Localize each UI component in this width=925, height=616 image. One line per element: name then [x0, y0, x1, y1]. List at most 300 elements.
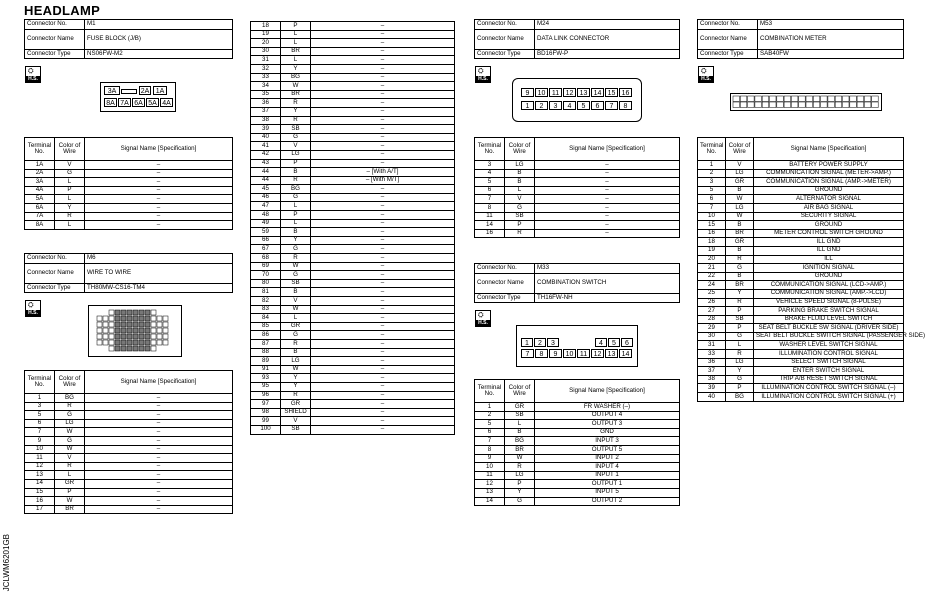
wire-color-cell: B — [281, 348, 311, 357]
pin-label: 2 — [535, 101, 548, 110]
table-row — [251, 279, 455, 288]
wire-color-cell: BG — [281, 73, 311, 82]
wire-color-cell: B — [281, 288, 311, 297]
pin-label: 14 — [591, 88, 604, 97]
wire-color-cell: L — [55, 471, 85, 480]
pin-label: 9 — [521, 88, 534, 97]
signal-name-cell: – — [85, 454, 233, 463]
pin-cell — [835, 102, 842, 108]
pin-cell — [163, 334, 168, 339]
terminal-no-cell: 67 — [251, 245, 281, 254]
pin-cell — [97, 328, 102, 333]
pin-cell — [157, 328, 162, 333]
hs-label: H.S. — [476, 320, 490, 326]
signal-name-cell: COMMUNICATION SIGNAL (AMP.->LCD) — [754, 289, 904, 298]
pin-cell — [791, 96, 798, 102]
table-row — [251, 185, 455, 194]
wire-color-cell: B — [505, 428, 535, 437]
pin-cell — [799, 96, 806, 102]
pin-cell — [103, 340, 108, 345]
table-row — [25, 471, 233, 480]
signal-name-cell: VEHICLE SPEED SIGNAL (8-PULSE) — [754, 298, 904, 307]
table-row — [25, 186, 233, 195]
pin-cell — [151, 340, 156, 345]
table-row — [698, 238, 904, 247]
pin-cell — [115, 328, 120, 333]
table-row — [25, 178, 233, 187]
pin-label: 7A — [118, 98, 131, 107]
table-row — [251, 168, 455, 177]
table-row — [698, 367, 904, 376]
value: COMBINATION METER — [758, 30, 904, 50]
signal-name-cell: – — [311, 357, 455, 366]
wire-color-cell: GR — [726, 238, 754, 247]
signal-name-cell: – — [311, 47, 455, 56]
signal-name-cell: – — [85, 203, 233, 212]
terminal-no-cell: 6 — [25, 419, 55, 428]
pin-cell — [151, 334, 156, 339]
signal-name-cell: – — [311, 262, 455, 271]
terminal-no-cell: 2A — [25, 169, 55, 178]
wire-color-cell: Y — [505, 488, 535, 497]
terminal-no-cell: 31 — [251, 56, 281, 65]
terminal-no-cell: 91 — [251, 365, 281, 374]
wire-color-cell: L — [505, 186, 535, 195]
m6-pin-grid — [89, 306, 181, 356]
table-row — [698, 289, 904, 298]
signal-name-cell: – — [85, 436, 233, 445]
terminal-no-cell: 28 — [698, 315, 726, 324]
terminal-no-cell: 1 — [475, 403, 505, 412]
terminal-no-cell: 81 — [251, 288, 281, 297]
pin-cell — [127, 316, 132, 321]
pin-cell — [139, 322, 144, 327]
m24-connector-info — [474, 19, 680, 59]
wire-color-cell: BR — [726, 229, 754, 238]
table-row — [475, 411, 680, 420]
terminal-no-cell: 27 — [698, 307, 726, 316]
wire-color-cell: W — [281, 365, 311, 374]
table-row — [25, 436, 233, 445]
wire-color-cell: P — [505, 221, 535, 230]
pin-label: 6 — [591, 101, 604, 110]
terminal-no-cell: 8 — [475, 445, 505, 454]
side-code: JCLWM6201GB — [2, 534, 11, 592]
wire-color-cell: B — [726, 221, 754, 230]
signal-name-cell: INPUT 1 — [535, 471, 680, 480]
pin-cell — [770, 102, 777, 108]
signal-name-cell: – — [311, 382, 455, 391]
wire-color-cell: L — [281, 30, 311, 39]
signal-name-cell: – — [311, 339, 455, 348]
terminal-no-cell: 14 — [475, 221, 505, 230]
table-row — [25, 488, 233, 497]
wire-color-cell: LG — [726, 169, 754, 178]
signal-name-cell: – — [535, 186, 680, 195]
wire-color-cell: G — [726, 264, 754, 273]
wire-color-cell: SB — [505, 212, 535, 221]
pin-cell — [755, 96, 762, 102]
table-row — [698, 375, 904, 384]
signal-name-cell: – — [85, 428, 233, 437]
terminal-no-cell: 11 — [475, 212, 505, 221]
signal-name-cell: – — [85, 479, 233, 488]
pin-cell — [145, 328, 150, 333]
table-row — [698, 229, 904, 238]
table-row — [475, 195, 680, 204]
table-row — [251, 339, 455, 348]
terminal-no-cell: 5 — [25, 411, 55, 420]
pin-cell — [109, 346, 114, 351]
terminal-no-cell: 97 — [251, 400, 281, 409]
label: Connector No. — [475, 20, 535, 30]
pin-label: 15 — [605, 88, 618, 97]
terminal-no-cell: 48 — [251, 211, 281, 220]
table-row — [251, 314, 455, 323]
terminal-no-cell: 24 — [698, 281, 726, 290]
wire-color-cell: B — [505, 169, 535, 178]
signal-name-cell: – — [85, 445, 233, 454]
wire-color-cell: LG — [55, 419, 85, 428]
pin-label: 2A — [140, 88, 150, 95]
signal-name-cell: – — [311, 417, 455, 426]
table-row — [25, 505, 233, 514]
hs-icon — [475, 66, 491, 83]
pin-label: 2 — [534, 338, 546, 347]
terminal-no-cell: 36 — [698, 358, 726, 367]
wire-color-cell: G — [726, 375, 754, 384]
pin-cell — [157, 340, 162, 345]
wire-color-cell: Y — [281, 236, 311, 245]
terminal-no-cell: 15 — [25, 488, 55, 497]
column-header: Color of Wire — [505, 138, 535, 161]
signal-name-cell: – — [311, 254, 455, 263]
column-header: Color of Wire — [726, 138, 754, 161]
signal-name-cell: ALTERNATOR SIGNAL — [754, 195, 904, 204]
table-row — [251, 47, 455, 56]
signal-name-cell: – — [311, 391, 455, 400]
terminal-no-cell: 96 — [251, 391, 281, 400]
signal-name-cell: – — [85, 394, 233, 403]
terminal-no-cell: 20 — [251, 39, 281, 48]
terminal-no-cell: 9 — [25, 436, 55, 445]
terminal-no-cell: 45 — [251, 185, 281, 194]
table-row — [475, 445, 680, 454]
terminal-no-cell: 35 — [251, 90, 281, 99]
table-row — [251, 408, 455, 417]
table-row — [251, 262, 455, 271]
table-row — [251, 30, 455, 39]
wire-color-cell: R — [281, 176, 311, 185]
pin-cell — [115, 310, 120, 315]
terminal-no-cell: 6 — [698, 195, 726, 204]
value: SAB40FW — [758, 50, 904, 59]
table-row — [251, 193, 455, 202]
signal-name-cell: GROUND — [754, 221, 904, 230]
signal-name-cell: – — [311, 22, 455, 31]
table-row — [475, 186, 680, 195]
table-row — [25, 462, 233, 471]
column-header: Terminal No. — [475, 380, 505, 403]
terminal-no-cell: 86 — [251, 331, 281, 340]
signal-name-cell: ILLUMINATION CONTROL SWITCH SIGNAL (+) — [754, 393, 904, 402]
m53-pin-grid — [731, 94, 881, 110]
m6-connector-diagram — [88, 305, 182, 357]
pin-cell — [163, 316, 168, 321]
table-row — [25, 195, 233, 204]
table-row — [251, 348, 455, 357]
m33-connector-info — [474, 263, 680, 303]
m1-connector-info — [24, 19, 233, 59]
pin-label: 7 — [605, 101, 618, 110]
terminal-no-cell: 4A — [25, 186, 55, 195]
pin-cell — [127, 346, 132, 351]
table-row — [698, 255, 904, 264]
wire-color-cell: GR — [55, 479, 85, 488]
terminal-no-cell: 14 — [25, 479, 55, 488]
pin-label: 5A — [146, 98, 159, 107]
pin-cell — [799, 102, 806, 108]
pin-label: 3A — [104, 86, 120, 95]
signal-name-cell: – — [311, 279, 455, 288]
table-row — [698, 281, 904, 290]
terminal-no-cell: 21 — [698, 264, 726, 273]
pin-label: 11 — [577, 349, 590, 358]
terminal-no-cell: 25 — [698, 289, 726, 298]
signal-name-cell: – — [311, 245, 455, 254]
pin-label: 12 — [563, 88, 576, 97]
signal-name-cell: – — [311, 56, 455, 65]
signal-name-cell: – — [85, 505, 233, 514]
pin-cell — [806, 96, 813, 102]
pin-cell — [828, 102, 835, 108]
terminal-no-cell: 100 — [251, 425, 281, 434]
terminal-no-cell: 16 — [25, 497, 55, 506]
table-row — [251, 400, 455, 409]
signal-name-cell: IGNITION SIGNAL — [754, 264, 904, 273]
wire-color-cell: BG — [726, 393, 754, 402]
table-row — [475, 403, 680, 412]
column-header: Signal Name [Specification] — [85, 371, 233, 394]
table-row — [475, 161, 680, 170]
pin-cell — [777, 96, 784, 102]
table-row — [475, 480, 680, 489]
signal-name-cell: – [With A/T] — [311, 168, 455, 177]
table-row — [25, 479, 233, 488]
wire-color-cell: GR — [726, 178, 754, 187]
pin-cell — [109, 340, 114, 345]
wire-color-cell: V — [281, 417, 311, 426]
hs-icon — [25, 66, 41, 83]
table-row — [25, 212, 233, 221]
pin-cell — [821, 96, 828, 102]
signal-name-cell: SEAT BELT BUCKLE SWITCH SIGNAL (PASSENGER SIDE) — [754, 332, 904, 341]
pin-cell — [115, 340, 120, 345]
terminal-no-cell: 10 — [25, 445, 55, 454]
pin-cell — [133, 328, 138, 333]
signal-name-cell: ILLUMINATION CONTROL SIGNAL — [754, 350, 904, 359]
table-row — [698, 315, 904, 324]
wire-color-cell: V — [726, 161, 754, 170]
column-header: Signal Name [Specification] — [85, 138, 233, 161]
table-row — [251, 211, 455, 220]
pin-cell — [97, 340, 102, 345]
terminal-no-cell: 95 — [251, 382, 281, 391]
wire-color-cell: R — [281, 99, 311, 108]
hs-label: H.S. — [699, 76, 713, 82]
wire-color-cell: B — [726, 186, 754, 195]
pin-label: 6A — [132, 98, 145, 107]
signal-name-cell: SEAT BELT BUCKLE SW SIGNAL (DRIVER SIDE) — [754, 324, 904, 333]
signal-name-cell: – — [311, 150, 455, 159]
table-row — [251, 374, 455, 383]
table-row — [251, 236, 455, 245]
wire-color-cell: V — [55, 161, 85, 170]
signal-name-cell: – — [85, 419, 233, 428]
hs-label: H.S. — [26, 310, 40, 316]
table-row — [251, 297, 455, 306]
wire-color-cell: G — [505, 497, 535, 506]
pin-cell — [872, 96, 879, 102]
wire-color-cell: W — [505, 454, 535, 463]
pin-cell — [127, 322, 132, 327]
pin-cell — [133, 322, 138, 327]
wire-color-cell: BR — [281, 47, 311, 56]
wire-color-cell: LG — [726, 358, 754, 367]
table-row — [251, 82, 455, 91]
terminal-no-cell: 2 — [698, 169, 726, 178]
wire-color-cell: G — [55, 169, 85, 178]
terminal-no-cell: 2 — [475, 411, 505, 420]
terminal-no-cell: 49 — [251, 219, 281, 228]
wire-color-cell: Y — [726, 289, 754, 298]
column-header: Terminal No. — [698, 138, 726, 161]
pin-cell — [733, 96, 740, 102]
signal-name-cell: – — [535, 161, 680, 170]
terminal-no-cell: 7A — [25, 212, 55, 221]
table-row — [475, 229, 680, 238]
terminal-no-cell: 85 — [251, 322, 281, 331]
table-row — [475, 428, 680, 437]
hs-label: H.S. — [476, 76, 490, 82]
pin-cell — [121, 334, 126, 339]
pin-cell — [151, 346, 156, 351]
column-header: Signal Name [Specification] — [754, 138, 904, 161]
wire-color-cell: Y — [55, 203, 85, 212]
pin-cell — [145, 340, 150, 345]
pin-label: 8A — [104, 98, 117, 107]
label: Connector Type — [25, 50, 85, 59]
signal-name-cell: – — [311, 82, 455, 91]
column-header: Terminal No. — [25, 138, 55, 161]
value: FUSE BLOCK (J/B) — [85, 30, 233, 50]
pin-cell — [151, 316, 156, 321]
pin-cell — [139, 346, 144, 351]
table-row — [698, 186, 904, 195]
table-row — [25, 221, 233, 230]
wire-color-cell: R — [55, 212, 85, 221]
table-row — [251, 357, 455, 366]
wire-color-cell: BR — [726, 281, 754, 290]
terminal-no-cell: 30 — [698, 332, 726, 341]
signal-name-cell: – — [85, 195, 233, 204]
signal-name-cell: – — [311, 30, 455, 39]
wire-color-cell: W — [55, 497, 85, 506]
terminal-no-cell: 11 — [25, 454, 55, 463]
pin-label: 10 — [563, 349, 576, 358]
wire-color-cell: LG — [281, 150, 311, 159]
wire-color-cell: L — [726, 341, 754, 350]
signal-name-cell: ILL — [754, 255, 904, 264]
terminal-no-cell: 3 — [25, 402, 55, 411]
pin-cell — [163, 328, 168, 333]
pin-cell — [115, 322, 120, 327]
terminal-no-cell: 40 — [251, 133, 281, 142]
signal-name-cell: – — [85, 221, 233, 230]
connector-harness-icon: ⛭ — [478, 68, 484, 75]
m6-terminal-table-continued — [250, 21, 455, 435]
terminal-no-cell: 93 — [251, 374, 281, 383]
value: DATA LINK CONNECTOR — [535, 30, 680, 50]
signal-name-cell: – — [311, 211, 455, 220]
signal-name-cell: – — [311, 331, 455, 340]
terminal-no-cell: 5A — [25, 195, 55, 204]
table-row — [251, 417, 455, 426]
pin-label: 13 — [577, 88, 590, 97]
pin-cell — [133, 334, 138, 339]
table-row — [251, 322, 455, 331]
signal-name-cell: – — [311, 219, 455, 228]
pin-cell — [157, 322, 162, 327]
pin-cell — [115, 334, 120, 339]
table-row — [251, 331, 455, 340]
wire-color-cell: P — [281, 159, 311, 168]
wire-color-cell: L — [281, 202, 311, 211]
table-row — [251, 159, 455, 168]
table-row — [251, 382, 455, 391]
wire-color-cell: G — [55, 436, 85, 445]
signal-name-cell: – — [311, 228, 455, 237]
terminal-no-cell: 16 — [698, 229, 726, 238]
terminal-no-cell: 19 — [251, 30, 281, 39]
table-row — [698, 298, 904, 307]
signal-name-cell: OUTPUT 1 — [535, 480, 680, 489]
terminal-no-cell: 70 — [251, 271, 281, 280]
terminal-no-cell: 32 — [251, 64, 281, 73]
wire-color-cell: SHIELD — [281, 408, 311, 417]
pin-cell — [835, 96, 842, 102]
pin-cell — [121, 316, 126, 321]
table-row — [25, 497, 233, 506]
wire-color-cell: G — [281, 331, 311, 340]
wire-color-cell: L — [55, 178, 85, 187]
signal-name-cell: – — [311, 133, 455, 142]
table-row — [251, 99, 455, 108]
signal-name-cell: GROUND — [754, 272, 904, 281]
terminal-no-cell: 38 — [698, 375, 726, 384]
signal-name-cell: – — [85, 411, 233, 420]
terminal-no-cell: 26 — [698, 298, 726, 307]
terminal-no-cell: 84 — [251, 314, 281, 323]
pin-cell — [157, 316, 162, 321]
wire-color-cell: P — [726, 307, 754, 316]
table-row — [251, 425, 455, 434]
label: Connector Name — [25, 30, 85, 50]
terminal-no-cell: 16 — [475, 229, 505, 238]
wire-color-cell: V — [505, 195, 535, 204]
terminal-no-cell: 88 — [251, 348, 281, 357]
pin-cell — [139, 340, 144, 345]
